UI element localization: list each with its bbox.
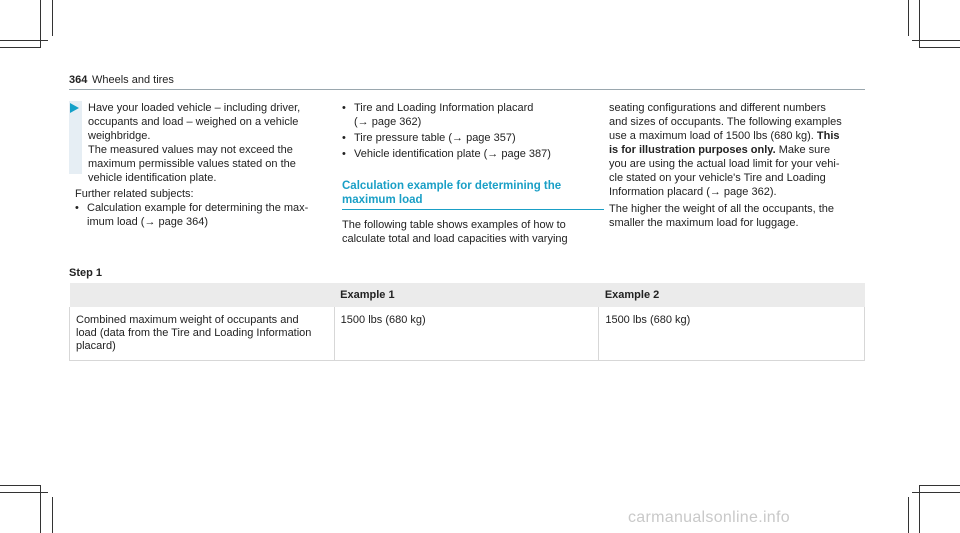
body-text: The following table shows examples of how to <box>342 219 566 231</box>
step-arrow-icon <box>70 103 79 113</box>
table-cell-example-1: 1500 lbs (680 kg) <box>334 307 599 361</box>
section-heading: Calculation example for determining the <box>342 180 562 192</box>
step-text: occupants and load – weighed on a vehicle <box>88 116 299 128</box>
crop-mark <box>920 485 960 486</box>
bold-text: is for illustration purposes only. <box>609 144 776 156</box>
cell-text: placard) <box>76 340 116 352</box>
body-text: smaller the maximum load for luggage. <box>609 217 799 229</box>
body-text <box>609 129 869 143</box>
list-item[interactable] <box>342 147 602 161</box>
list-item-text: (→ page 362) <box>354 116 422 128</box>
body-text: cle stated on your vehicle's Tire and Loading <box>609 172 826 184</box>
crop-mark <box>908 0 909 36</box>
step-text: Have your loaded vehicle – including driver, <box>88 102 301 114</box>
body-text: and sizes of occupants. The following examples <box>609 116 842 128</box>
table-header-row <box>70 283 865 307</box>
crop-mark <box>920 47 960 48</box>
body-text: calculate total and load capacities with varying <box>342 233 568 245</box>
list-item[interactable] <box>342 101 602 129</box>
table-cell-label <box>70 307 335 361</box>
list-item-text: • Vehicle identification plate (→ page 387) <box>354 148 551 160</box>
body-text: you are using the actual load limit for your vehi- <box>609 158 840 170</box>
crop-mark <box>912 492 960 493</box>
list-item-text: • Calculation example for determining the max- <box>87 202 309 214</box>
cell-text: Combined maximum weight of occupants and <box>76 314 299 326</box>
body-text: seating configurations and different numbers <box>609 102 826 114</box>
crop-mark <box>0 492 48 493</box>
body-text: The higher the weight of all the occupants, the <box>609 203 835 215</box>
list-item-text: imum load (→ page 364) <box>87 216 209 228</box>
right-column <box>609 101 869 230</box>
list-item-text: • Tire pressure table (→ page 357) <box>354 132 516 144</box>
list-item[interactable] <box>342 131 602 145</box>
crop-mark <box>0 40 48 41</box>
body-text <box>609 143 869 157</box>
crop-mark <box>52 0 53 36</box>
step-text: vehicle identification plate. <box>88 172 217 184</box>
table-header: Example 1 <box>334 283 599 307</box>
section-heading: maximum load <box>342 194 423 206</box>
table-header <box>70 283 335 307</box>
body-text-part: use a maximum load of 1500 lbs (680 kg). <box>609 130 814 142</box>
table-row <box>70 307 865 361</box>
further-label: Further related subjects: <box>75 188 194 200</box>
watermark: carmanualsonline.info <box>628 509 790 526</box>
crop-mark <box>0 47 40 48</box>
middle-column <box>342 101 602 246</box>
crop-mark <box>912 40 960 41</box>
body-text-part: Make sure <box>775 144 831 156</box>
crop-mark <box>52 497 53 533</box>
crop-mark <box>0 485 40 486</box>
bold-text: This <box>816 130 840 142</box>
left-column <box>88 101 328 185</box>
header-divider <box>69 89 865 90</box>
step-text: weighbridge. <box>88 130 151 142</box>
further-section <box>75 187 335 229</box>
table-cell-example-2: 1500 lbs (680 kg) <box>599 307 865 361</box>
page-title: Wheels and tires <box>92 74 174 86</box>
crop-mark <box>908 497 909 533</box>
body-text: Information placard (→ page 362). <box>609 186 777 198</box>
table-header: Example 2 <box>599 283 865 307</box>
page-number: 364 <box>69 74 88 86</box>
load-example-table <box>69 283 865 361</box>
step-text: maximum permissible values stated on the <box>88 158 296 170</box>
step-label: Step 1 <box>69 267 103 279</box>
cell-text: load (data from the Tire and Loading Information <box>76 327 312 339</box>
list-item[interactable] <box>75 201 335 229</box>
list-item-text: • Tire and Loading Information placard <box>354 102 534 114</box>
step-text: The measured values may not exceed the <box>88 144 293 156</box>
